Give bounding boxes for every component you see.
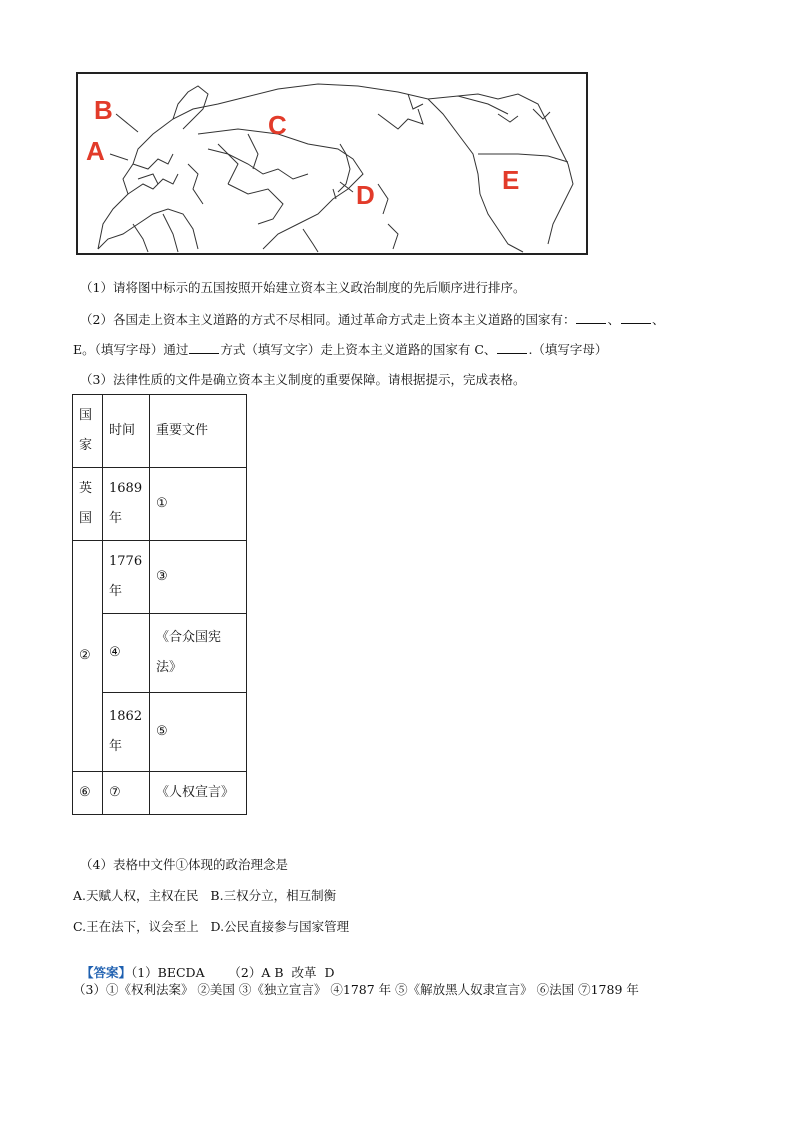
header-document: 重要文件 [150, 395, 247, 468]
question-2-text-a: （2）各国走上资本主义道路的方式不尽相同。通过革命方式走上资本主义道路的国家有： [80, 312, 576, 327]
question-4-options-cd[interactable]: C.王在法下，议会至上 D.公民直接参与国家管理 [73, 919, 350, 934]
cell-time-1689: 1689 年 [103, 468, 150, 541]
cell-time-1862: 1862 年 [103, 693, 150, 772]
question-2-text-b2: 方式（填写文字）走上资本主义道路的国家有 C、 [220, 342, 497, 357]
answer-line-2: （3）①《权利法案》 ②美国 ③《独立宣言》 ④1787 年 ⑤《解放黑人奴隶宣言》 ⑥法国 ⑦1789 年 [73, 982, 639, 997]
blank-q2-4[interactable] [497, 343, 527, 354]
cell-time-7[interactable]: ⑦ [103, 772, 150, 815]
cell-doc-constitution: 《合众国宪 法》 [150, 614, 247, 693]
answer-line-1 [73, 948, 335, 981]
cell-doc-3[interactable]: ③ [150, 541, 247, 614]
map-label-c: C [268, 110, 287, 140]
question-2-text-b3: .（填写字母） [528, 342, 608, 357]
question-4-options-ab[interactable]: A.天赋人权，主权在民 B.三权分立，相互制衡 [73, 888, 337, 903]
header-time: 时间 [103, 395, 150, 468]
cell-country-2[interactable]: ② [73, 541, 103, 772]
cell-country-6[interactable]: ⑥ [73, 772, 103, 815]
map-label-e: E [502, 165, 520, 195]
world-map [76, 72, 588, 255]
document-table [72, 394, 247, 815]
cell-country-england: 英 国 [73, 468, 103, 541]
cell-doc-1[interactable]: ① [150, 468, 247, 541]
answer-tag: 【答案】 [80, 965, 131, 980]
answer-text-1: （1）BECDA （2）A B 改革 D [130, 965, 335, 980]
map-outline [78, 74, 586, 253]
question-2-line-1 [80, 310, 665, 328]
q2-separator-1: 、 [607, 312, 620, 327]
blank-q2-2[interactable] [621, 313, 651, 324]
question-2-line-2 [73, 340, 607, 358]
blank-q2-3[interactable] [189, 343, 219, 354]
table-row [73, 541, 247, 614]
q2-separator-2: 、 [651, 312, 665, 327]
table-row [73, 468, 247, 541]
cell-doc-5[interactable]: ⑤ [150, 693, 247, 772]
map-label-b: B [94, 95, 113, 125]
map-label-d: D [356, 180, 375, 210]
cell-time-4[interactable]: ④ [103, 614, 150, 693]
header-country: 国 家 [73, 395, 103, 468]
question-1: （1）请将图中标示的五国按照开始建立资本主义政治制度的先后顺序进行排序。 [80, 280, 526, 295]
blank-q2-1[interactable] [576, 313, 606, 324]
map-label-a: A [86, 136, 105, 166]
question-3: （3）法律性质的文件是确立资本主义制度的重要保障。请根据提示，完成表格。 [80, 372, 526, 387]
table-row [73, 772, 247, 815]
cell-time-1776: 1776 年 [103, 541, 150, 614]
cell-doc-rights: 《人权宣言》 [150, 772, 247, 815]
table-header-row [73, 395, 247, 468]
question-2-text-b1: E。（填写字母）通过 [73, 342, 189, 357]
question-4-stem: （4）表格中文件①体现的政治理念是 [80, 857, 288, 872]
